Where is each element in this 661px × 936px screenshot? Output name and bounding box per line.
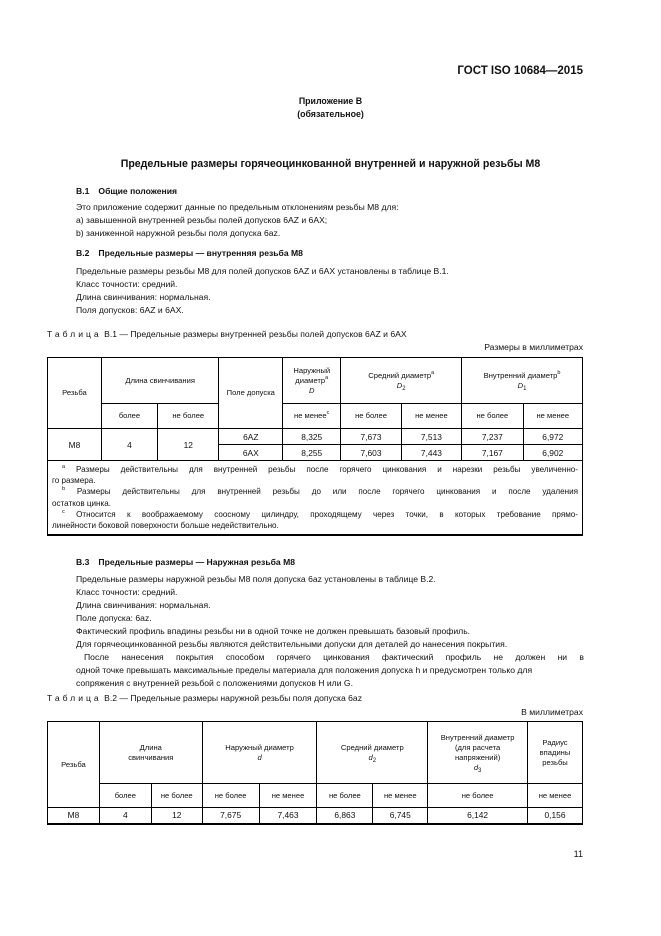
section-title: Предельные размеры — Наружная резьба М8 bbox=[98, 557, 296, 567]
section-number: В.1 bbox=[76, 186, 90, 196]
paragraph: одной точке превышать максимальные пределы материала для положения допуска h и предусмотрен только для bbox=[76, 665, 533, 675]
cell-field: 6AZ bbox=[219, 429, 283, 445]
header-over: более bbox=[99, 784, 151, 808]
header-not-more: не более bbox=[341, 404, 401, 429]
header-text: Средний диаметр bbox=[340, 742, 404, 752]
cell-d2-min: 6,745 bbox=[373, 808, 428, 824]
header-text: Внутренний диаметр bbox=[440, 732, 515, 742]
footnote-text: Размеры действительны для внутренней резьбы после горячего цинкования и нарезки резьбы увеличенно- bbox=[76, 465, 578, 474]
section-title: Предельные размеры — внутренняя резьба М8 bbox=[98, 248, 303, 258]
section-number: В.3 bbox=[76, 557, 90, 567]
footnote-continuation: остатков цинка. bbox=[52, 498, 111, 508]
subscript: 2 bbox=[402, 385, 406, 392]
header-not-more: не более bbox=[428, 784, 528, 808]
subscript: 2 bbox=[372, 757, 377, 764]
paragraph: Класс точности: средний. bbox=[76, 279, 178, 289]
table2-caption bbox=[47, 693, 362, 703]
footnote-mark: b bbox=[557, 369, 561, 376]
cell-d-min: 8,255 bbox=[283, 445, 341, 461]
header-text: свинчивания bbox=[128, 752, 174, 762]
footnote bbox=[52, 486, 578, 497]
footnote-mark: а bbox=[62, 464, 66, 470]
header-text: Наружный диаметр bbox=[225, 742, 294, 752]
cell-d2-min: 7,443 bbox=[401, 445, 461, 461]
table-row bbox=[48, 429, 583, 445]
table1-caption bbox=[47, 329, 407, 339]
paragraph: Это приложение содержит данные по предельным отклонениям резьбы М8 для: bbox=[76, 202, 399, 212]
header-not-less: не менее bbox=[528, 784, 583, 808]
header-thread: Резьба bbox=[48, 358, 102, 429]
caption-text: В.1 — Предельные размеры внутренней резьбы полей допусков 6AZ и 6AX bbox=[104, 329, 407, 339]
cell-d2-min: 7,513 bbox=[401, 429, 461, 445]
header-over: более bbox=[101, 404, 157, 429]
cell-d3-max: 6,142 bbox=[428, 808, 528, 824]
subscript: 1 bbox=[523, 385, 527, 392]
header-text: напряжений) bbox=[454, 752, 501, 762]
header-not-less: не менее bbox=[523, 404, 582, 429]
footnote-continuation: го размера. bbox=[52, 476, 96, 486]
header-thread: Резьба bbox=[48, 722, 100, 808]
header-not-more: не более bbox=[317, 784, 373, 808]
header-minor-diameter bbox=[462, 358, 583, 404]
symbol: d bbox=[368, 752, 373, 762]
header-major-diameter bbox=[283, 358, 341, 404]
table-row bbox=[48, 808, 583, 824]
paragraph: После нанесения покрытия способом горячего цинкования фактический профиль не должен ни в bbox=[84, 652, 584, 662]
paragraph: Поля допусков: 6AZ и 6AX. bbox=[76, 305, 184, 315]
footnote-mark: с bbox=[62, 508, 65, 515]
list-item: b) заниженной наружной резьбы поля допуска 6az. bbox=[76, 228, 281, 238]
footnote-text: Относится к воображаемому соосному цилиндру, проходящему через точки, в которых требование прямо- bbox=[76, 509, 578, 519]
footnote bbox=[52, 509, 578, 520]
header-pitch-diameter bbox=[341, 358, 462, 404]
footnote-text: Размеры действительны для внутренней резьбы до или после горячего цинкования и после удаления bbox=[76, 487, 578, 497]
header-text: впадины bbox=[539, 747, 571, 757]
table2-units: В миллиметрах bbox=[521, 707, 583, 717]
paragraph: Класс точности: средний. bbox=[76, 587, 178, 597]
header-not-less bbox=[283, 404, 341, 429]
cell-length-upto: 12 bbox=[151, 808, 202, 824]
section-b1-heading bbox=[76, 186, 177, 196]
paragraph: Фактический профиль впадины резьбы ни в одной точке не должен превышать базовый профиль. bbox=[76, 626, 471, 636]
cell-d2-max: 7,673 bbox=[341, 429, 401, 445]
footnote bbox=[52, 464, 578, 475]
cell-d1-max: 7,237 bbox=[462, 429, 523, 445]
caption-prefix: Таблица bbox=[47, 693, 102, 703]
footnote-mark: а bbox=[325, 374, 329, 381]
cell-r-min: 0,156 bbox=[528, 808, 583, 824]
paragraph: Длина свинчивания: нормальная. bbox=[76, 600, 211, 610]
table1-units: Размеры в миллиметрах bbox=[484, 342, 583, 352]
header-pitch-diameter bbox=[317, 722, 428, 784]
table-footnotes bbox=[48, 461, 583, 536]
symbol: d bbox=[473, 762, 479, 772]
header-not-more: не более bbox=[462, 404, 523, 429]
cell-d2-max: 7,603 bbox=[341, 445, 401, 461]
header-major-diameter bbox=[202, 722, 317, 784]
header-not-less: не менее bbox=[259, 784, 317, 808]
header-not-more: не более bbox=[202, 784, 259, 808]
cell-d-min: 7,463 bbox=[259, 808, 317, 824]
header-length bbox=[99, 722, 202, 784]
page-number: 11 bbox=[573, 849, 583, 859]
header-text: Длина bbox=[139, 742, 162, 752]
symbol: D bbox=[517, 380, 524, 390]
header-root-radius bbox=[528, 722, 583, 784]
caption-text: В.2 — Предельные размеры наружной резьбы поля допуска 6az bbox=[104, 693, 362, 703]
section-title: Общие положения bbox=[98, 186, 178, 196]
footnote-mark: b bbox=[62, 486, 66, 493]
cell-length-upto: 12 bbox=[158, 429, 219, 461]
symbol: d bbox=[257, 752, 262, 762]
symbol: D bbox=[308, 385, 315, 395]
paragraph: Предельные размеры наружной резьбы М8 поля допуска 6az установлены в таблице В.2. bbox=[76, 574, 436, 584]
cell-d-min: 8,325 bbox=[283, 429, 341, 445]
section-b2-heading bbox=[76, 248, 303, 258]
table-b2 bbox=[47, 721, 583, 825]
main-title: Предельные размеры горячеоцинкованной внутренней и наружной резьбы М8 bbox=[120, 158, 541, 170]
cell-d1-min: 6,972 bbox=[523, 429, 582, 445]
header-length: Длина свинчивания bbox=[101, 358, 219, 404]
annex-title: Приложение В bbox=[298, 96, 363, 106]
header-field: Поле допуска bbox=[219, 358, 283, 429]
header-text: резьбы bbox=[542, 757, 568, 767]
paragraph: Для горячеоцинкованной резьбы являются действительными допуски для деталей до нанесения покрытия. bbox=[76, 639, 508, 649]
header-text: Радиус bbox=[542, 737, 568, 747]
paragraph: Длина свинчивания: нормальная. bbox=[76, 292, 211, 302]
header-text: не менее bbox=[294, 411, 327, 420]
header-text: Внутренний диаметр bbox=[483, 370, 558, 380]
header-minor-diameter bbox=[428, 722, 528, 784]
standard-designation: ГОСТ ISO 10684—2015 bbox=[457, 65, 583, 77]
footnote-mark: а bbox=[431, 369, 435, 376]
paragraph: Предельные размеры резьбы М8 для полей допусков 6AZ и 6AX установлены в таблице В.1. bbox=[76, 266, 449, 276]
subscript: 3 bbox=[478, 767, 482, 774]
cell-field: 6AX bbox=[219, 445, 283, 461]
cell-thread: М8 bbox=[48, 429, 102, 461]
cell-thread: М8 bbox=[48, 808, 100, 824]
cell-length-over: 4 bbox=[99, 808, 151, 824]
table-b1 bbox=[47, 357, 583, 536]
section-number: В.2 bbox=[76, 248, 90, 258]
header-text: (для расчета bbox=[454, 742, 501, 752]
symbol: D bbox=[396, 380, 403, 390]
cell-d1-max: 7,167 bbox=[462, 445, 523, 461]
header-text: Наружный диаметр bbox=[293, 365, 331, 385]
footnote-mark: с bbox=[326, 410, 330, 416]
header-not-less: не менее bbox=[373, 784, 428, 808]
footnotes-cell bbox=[48, 461, 583, 536]
header-not-less: не менее bbox=[401, 404, 461, 429]
cell-length-over: 4 bbox=[101, 429, 157, 461]
section-b3-heading bbox=[76, 557, 295, 567]
paragraph: Поле допуска: 6az. bbox=[76, 613, 152, 623]
list-item: а) завышенной внутренней резьбы полей допусков 6AZ и 6AX; bbox=[76, 215, 328, 225]
paragraph: сопряжения с внутренней резьбой с положениями допусков H или G. bbox=[76, 678, 353, 688]
cell-d-max: 7,675 bbox=[202, 808, 259, 824]
caption-prefix: Таблица bbox=[47, 329, 102, 339]
header-upto: не более bbox=[158, 404, 219, 429]
header-text: Средний диаметр bbox=[368, 370, 432, 380]
cell-d2-max: 6,863 bbox=[317, 808, 373, 824]
footnote-continuation: линейности боковой поверхности больше недействительно. bbox=[52, 521, 279, 531]
header-upto: не более bbox=[151, 784, 202, 808]
annex-status: (обязательное) bbox=[297, 109, 364, 119]
cell-d1-min: 6,902 bbox=[523, 445, 582, 461]
